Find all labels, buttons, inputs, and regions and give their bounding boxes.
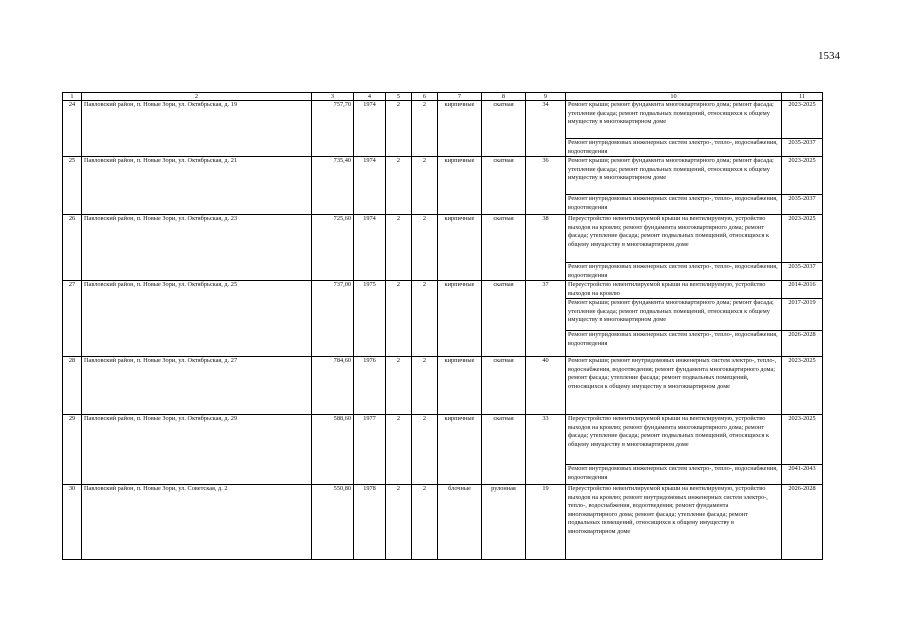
table-row: [63, 101, 823, 139]
roof-type-cell: скатная: [482, 415, 526, 485]
address-cell: Павловский район, п. Новые Зори, ул. Октябрьская, д. 27: [82, 357, 312, 415]
entrances-cell: 2: [412, 485, 438, 560]
apartments-cell: 34: [526, 101, 566, 157]
apartments-cell: 38: [526, 215, 566, 281]
table-row: [63, 157, 823, 195]
entrances-cell: 2: [412, 281, 438, 357]
wall-material-cell: кирпичные: [438, 357, 482, 415]
repair-works-cell: Переустройство невентилируемой крыши на вентилируемую, устройство выходов на кровлю; ремонт внутридомовых инженерных систем электро-, тепло-, водоснабжения, водоотведения; ремонт фундамента многоквартирного дома; ремонт фасада; утепление фасада; ремонт подвальных помещений, относящихся к общему имуществу в многоквартирном доме: [566, 485, 782, 560]
entrances-cell: 2: [412, 357, 438, 415]
column-header: 3: [312, 93, 354, 101]
roof-type-cell: скатная: [482, 281, 526, 357]
column-header: 10: [566, 93, 782, 101]
table-row: [63, 485, 823, 560]
entrances-cell: 2: [412, 101, 438, 157]
wall-material-cell: кирпичные: [438, 157, 482, 215]
wall-material-cell: кирпичные: [438, 281, 482, 357]
repair-works-cell: Ремонт внутридомовых инженерных систем электро-, тепло-, водоснабжения, водоотведения: [566, 139, 782, 157]
area-cell: 588,60: [312, 415, 354, 485]
repair-works-cell: Переустройство невентилируемой крыши на вентилируемую, устройство выходов на кровлю; ремонт фундамента многоквартирного дома; ремонт фасада; утепление фасада; ремонт подвальных помещений, относящихся к общему имуществу в многоквартирном доме: [566, 415, 782, 465]
year-cell: 1975: [354, 281, 386, 357]
page-number: 1534: [818, 50, 840, 62]
house-number-cell: 25: [63, 157, 82, 215]
roof-type-cell: рулонная: [482, 485, 526, 560]
repair-period-cell: 2023-2025: [782, 357, 823, 415]
roof-type-cell: скатная: [482, 157, 526, 215]
repair-period-cell: 2023-2025: [782, 415, 823, 465]
header-row: [63, 93, 823, 101]
wall-material-cell: кирпичные: [438, 215, 482, 281]
column-header: 4: [354, 93, 386, 101]
apartments-cell: 40: [526, 357, 566, 415]
address-cell: Павловский район, п. Новые Зори, ул. Октябрьская, д. 23: [82, 215, 312, 281]
repair-works-cell: Ремонт внутридомовых инженерных систем электро-, тепло-, водоснабжения, водоотведения: [566, 465, 782, 485]
apartments-cell: 36: [526, 157, 566, 215]
year-cell: 1977: [354, 415, 386, 485]
repair-works-cell: Переустройство невентилируемой крыши на вентилируемую, устройство выходов на кровлю: [566, 281, 782, 299]
address-cell: Павловский район, п. Новые Зори, ул. Октябрьская, д. 25: [82, 281, 312, 357]
table-row: [63, 215, 823, 263]
repair-period-cell: 2023-2025: [782, 215, 823, 263]
floors-cell: 2: [386, 215, 412, 281]
column-header: 7: [438, 93, 482, 101]
house-number-cell: 27: [63, 281, 82, 357]
capital-repair-table: [62, 92, 823, 560]
repair-period-cell: 2035-2037: [782, 263, 823, 281]
repair-period-cell: 2041-2043: [782, 465, 823, 485]
wall-material-cell: кирпичные: [438, 415, 482, 485]
table-row: [63, 415, 823, 465]
column-header: 5: [386, 93, 412, 101]
floors-cell: 2: [386, 485, 412, 560]
floors-cell: 2: [386, 415, 412, 485]
house-number-cell: 28: [63, 357, 82, 415]
roof-type-cell: скатная: [482, 357, 526, 415]
year-cell: 1974: [354, 101, 386, 157]
apartments-cell: 19: [526, 485, 566, 560]
table-row: [63, 357, 823, 415]
repair-works-cell: Ремонт внутридомовых инженерных систем электро-, тепло-, водоснабжения, водоотведения: [566, 195, 782, 215]
table-row: [63, 281, 823, 299]
house-number-cell: 26: [63, 215, 82, 281]
column-header: 8: [482, 93, 526, 101]
roof-type-cell: скатная: [482, 215, 526, 281]
area-cell: 784,60: [312, 357, 354, 415]
apartments-cell: 37: [526, 281, 566, 357]
repair-works-cell: Ремонт крыши; ремонт фундамента многоквартирного дома; ремонт фасада; утепление фасада; ремонт подвальных помещений, относящихся к общему имуществу в многоквартирном доме: [566, 101, 782, 139]
repair-period-cell: 2026-2028: [782, 485, 823, 560]
address-cell: Павловский район, п. Новые Зори, ул. Советская, д. 2: [82, 485, 312, 560]
entrances-cell: 2: [412, 415, 438, 485]
floors-cell: 2: [386, 157, 412, 215]
floors-cell: 2: [386, 357, 412, 415]
entrances-cell: 2: [412, 157, 438, 215]
year-cell: 1974: [354, 215, 386, 281]
floors-cell: 2: [386, 101, 412, 157]
column-header: 2: [82, 93, 312, 101]
repair-works-cell: Переустройство невентилируемой крыши на вентилируемую, устройство выходов на кровлю; ремонт фундамента многоквартирного дома; ремонт фасада; утепление фасада; ремонт подвальных помещений, относящихся к общему имуществу в многоквартирном доме: [566, 215, 782, 263]
column-header: 11: [782, 93, 823, 101]
area-cell: 757,70: [312, 101, 354, 157]
wall-material-cell: блочные: [438, 485, 482, 560]
house-number-cell: 24: [63, 101, 82, 157]
apartments-cell: 33: [526, 415, 566, 485]
repair-works-cell: Ремонт крыши; ремонт фундамента многоквартирного дома; ремонт фасада; утепление фасада; ремонт подвальных помещений, относящихся к общему имуществу в многоквартирном доме: [566, 299, 782, 331]
area-cell: 550,80: [312, 485, 354, 560]
repair-period-cell: 2014-2016: [782, 281, 823, 299]
address-cell: Павловский район, п. Новые Зори, ул. Октябрьская, д. 19: [82, 101, 312, 157]
area-cell: 735,40: [312, 157, 354, 215]
house-number-cell: 29: [63, 415, 82, 485]
repair-period-cell: 2023-2025: [782, 101, 823, 139]
house-number-cell: 30: [63, 485, 82, 560]
entrances-cell: 2: [412, 215, 438, 281]
table-body: [63, 101, 823, 560]
repair-works-cell: Ремонт внутридомовых инженерных систем электро-, тепло-, водоснабжения, водоотведения: [566, 263, 782, 281]
column-header: 1: [63, 93, 82, 101]
floors-cell: 2: [386, 281, 412, 357]
roof-type-cell: скатная: [482, 101, 526, 157]
column-header: 6: [412, 93, 438, 101]
repair-period-cell: 2017-2019: [782, 299, 823, 331]
repair-period-cell: 2023-2025: [782, 157, 823, 195]
area-cell: 737,00: [312, 281, 354, 357]
repair-works-cell: Ремонт крыши; ремонт фундамента многоквартирного дома; ремонт фасада; утепление фасада; ремонт подвальных помещений, относящихся к общему имуществу в многоквартирном доме: [566, 157, 782, 195]
year-cell: 1976: [354, 357, 386, 415]
repair-works-cell: Ремонт крыши; ремонт внутридомовых инженерных систем электро-, тепло-, водоснабжения, водоотведения; ремонт фундамента многоквартирного дома; ремонт фасада; утепление фасада; ремонт подвальных помещений, относящихся к общему имуществу в многоквартирном доме: [566, 357, 782, 415]
address-cell: Павловский район, п. Новые Зори, ул. Октябрьская, д. 29: [82, 415, 312, 485]
repair-period-cell: 2035-2037: [782, 139, 823, 157]
year-cell: 1974: [354, 157, 386, 215]
repair-works-cell: Ремонт внутридомовых инженерных систем электро-, тепло-, водоснабжения, водоотведения: [566, 331, 782, 357]
repair-period-cell: 2026-2028: [782, 331, 823, 357]
wall-material-cell: кирпичные: [438, 101, 482, 157]
repair-period-cell: 2035-2037: [782, 195, 823, 215]
address-cell: Павловский район, п. Новые Зори, ул. Октябрьская, д. 21: [82, 157, 312, 215]
column-header: 9: [526, 93, 566, 101]
year-cell: 1978: [354, 485, 386, 560]
area-cell: 725,60: [312, 215, 354, 281]
